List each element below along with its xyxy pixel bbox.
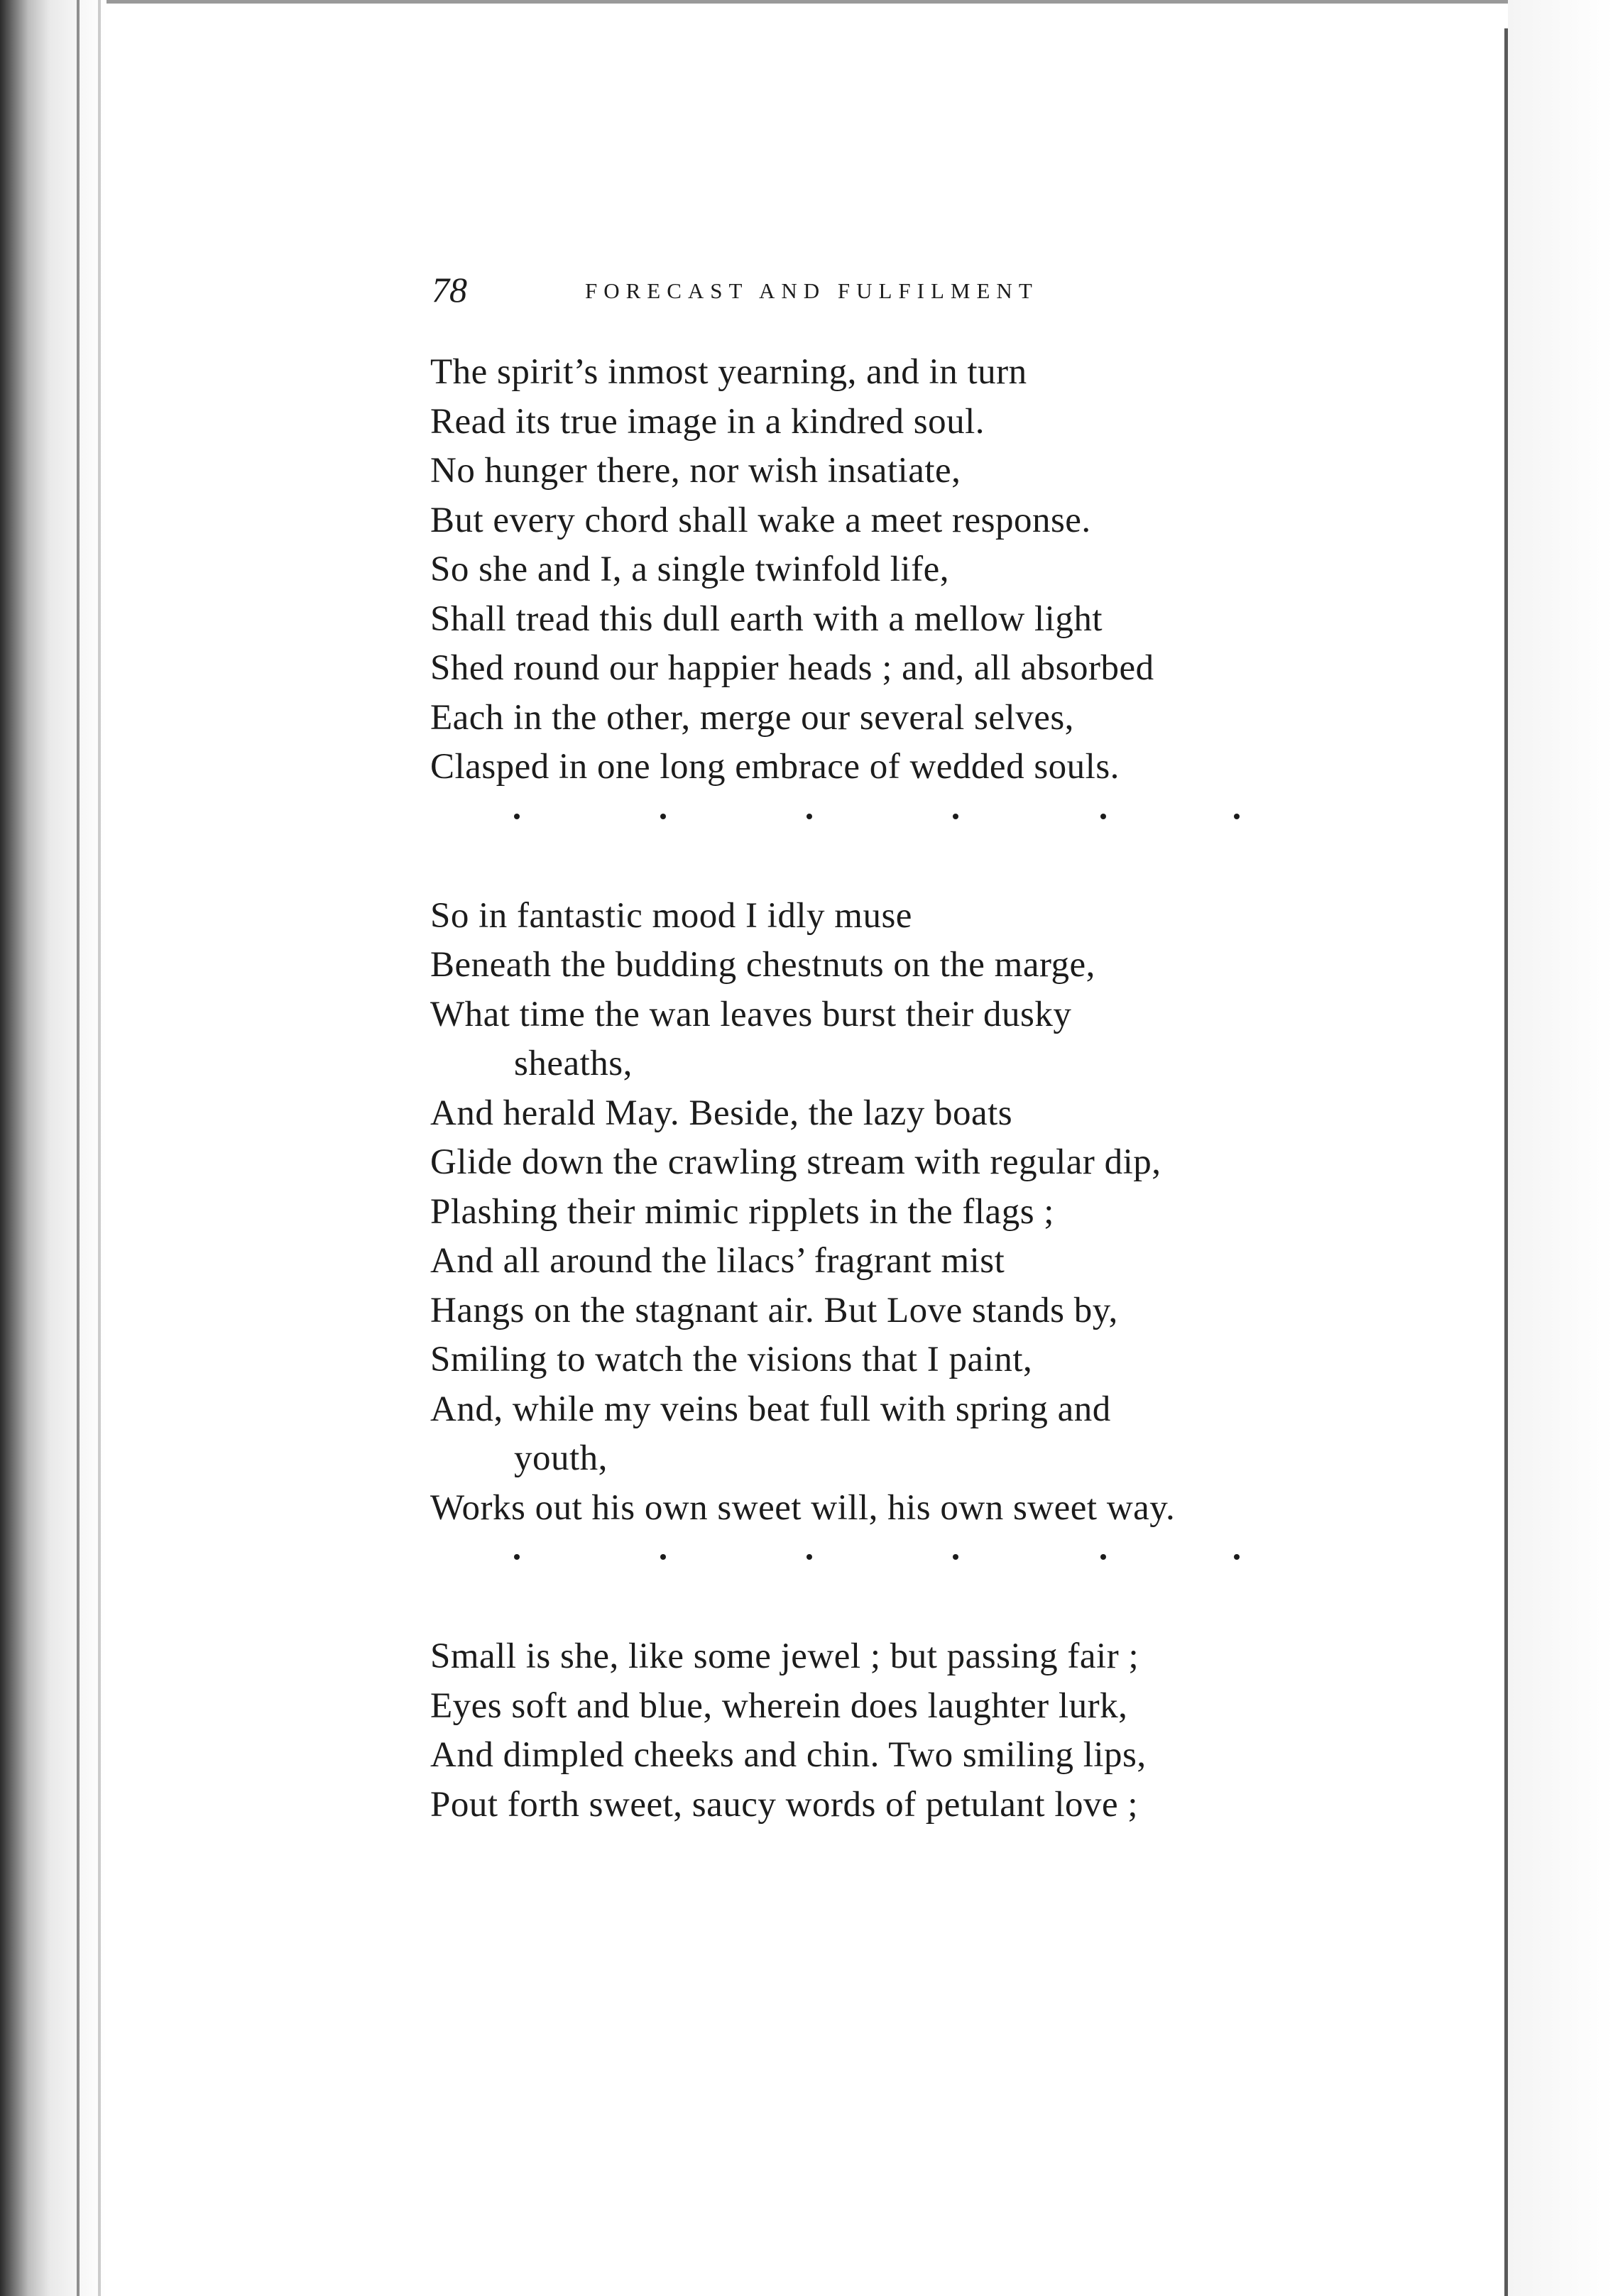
separator-dot <box>806 1554 812 1560</box>
verse-line: Each in the other, merge our several selves, <box>430 697 1074 738</box>
ellipsis-separator <box>430 1533 1346 1582</box>
separator-dot <box>514 814 520 819</box>
page-top-edge <box>106 0 1508 4</box>
gutter-edge-line <box>98 0 101 2296</box>
verse-line: No hunger there, nor wish insatiate, <box>430 451 961 491</box>
verse-line: And, while my veins beat full with spring and <box>430 1389 1111 1429</box>
verse-line: Clasped in one long embrace of wedded souls. <box>430 747 1120 787</box>
page-number: 78 <box>432 270 467 310</box>
verse-line: Plashing their mimic ripplets in the flags ; <box>430 1191 1054 1232</box>
verse-line: Eyes soft and blue, wherein does laughter lurk, <box>430 1685 1128 1726</box>
verse-line: Smiling to watch the visions that I paint, <box>430 1340 1033 1379</box>
verse-line: Beneath the budding chestnuts on the marge, <box>430 945 1095 985</box>
separator-dot <box>660 814 666 819</box>
verse-line: And dimpled cheeks and chin. Two smiling lips, <box>430 1735 1147 1775</box>
verse-line: Pout forth sweet, saucy words of petulant love ; <box>430 1784 1139 1825</box>
verse-line: And all around the lilacs’ fragrant mist <box>430 1241 1005 1281</box>
facing-page-margin <box>1508 0 1613 2296</box>
separator-dot <box>953 814 958 819</box>
verse-line: And herald May. Beside, the lazy boats <box>430 1093 1013 1133</box>
poem-text <box>430 348 1346 1830</box>
separator-dot <box>660 1554 666 1560</box>
separator-dot <box>1100 814 1106 819</box>
verse-line-continuation: youth, <box>514 1438 608 1478</box>
verse-line: Shed round our happier heads ; and, all absorbed <box>430 648 1154 688</box>
stanza-gap <box>430 842 1346 892</box>
verse-line: What time the wan leaves burst their dusky <box>430 994 1072 1034</box>
verse-line: Shall tread this dull earth with a mellow light <box>430 598 1103 639</box>
separator-dot <box>1234 814 1240 819</box>
running-title: FORECAST AND FULFILMENT <box>585 278 1039 303</box>
separator-dot <box>1234 1554 1240 1560</box>
verse-line: Read its true image in a kindred soul. <box>430 401 985 442</box>
ellipsis-separator <box>430 792 1346 842</box>
separator-dot <box>1100 1554 1106 1560</box>
book-gutter <box>0 0 106 2296</box>
separator-dot <box>953 1554 958 1560</box>
gutter-edge-line <box>77 0 80 2296</box>
verse-line: So she and I, a single twinfold life, <box>430 550 949 589</box>
verse-line-continuation: sheaths, <box>514 1044 633 1083</box>
verse-line: Small is she, like some jewel ; but passing fair ; <box>430 1636 1139 1676</box>
separator-dot <box>514 1554 520 1560</box>
stanza-gap <box>430 1582 1346 1632</box>
separator-dot <box>806 814 812 819</box>
verse-line: Works out his own sweet will, his own sweet way. <box>430 1487 1176 1528</box>
verse-line: Glide down the crawling stream with regular dip, <box>430 1142 1161 1182</box>
verse-line: But every chord shall wake a meet response. <box>430 500 1091 540</box>
verse-line: The spirit’s inmost yearning, and in turn <box>430 352 1027 392</box>
verse-line: Hangs on the stagnant air. But Love stands by, <box>430 1290 1118 1330</box>
running-head <box>432 268 1255 311</box>
verse-line: So in fantastic mood I idly muse <box>430 895 912 936</box>
